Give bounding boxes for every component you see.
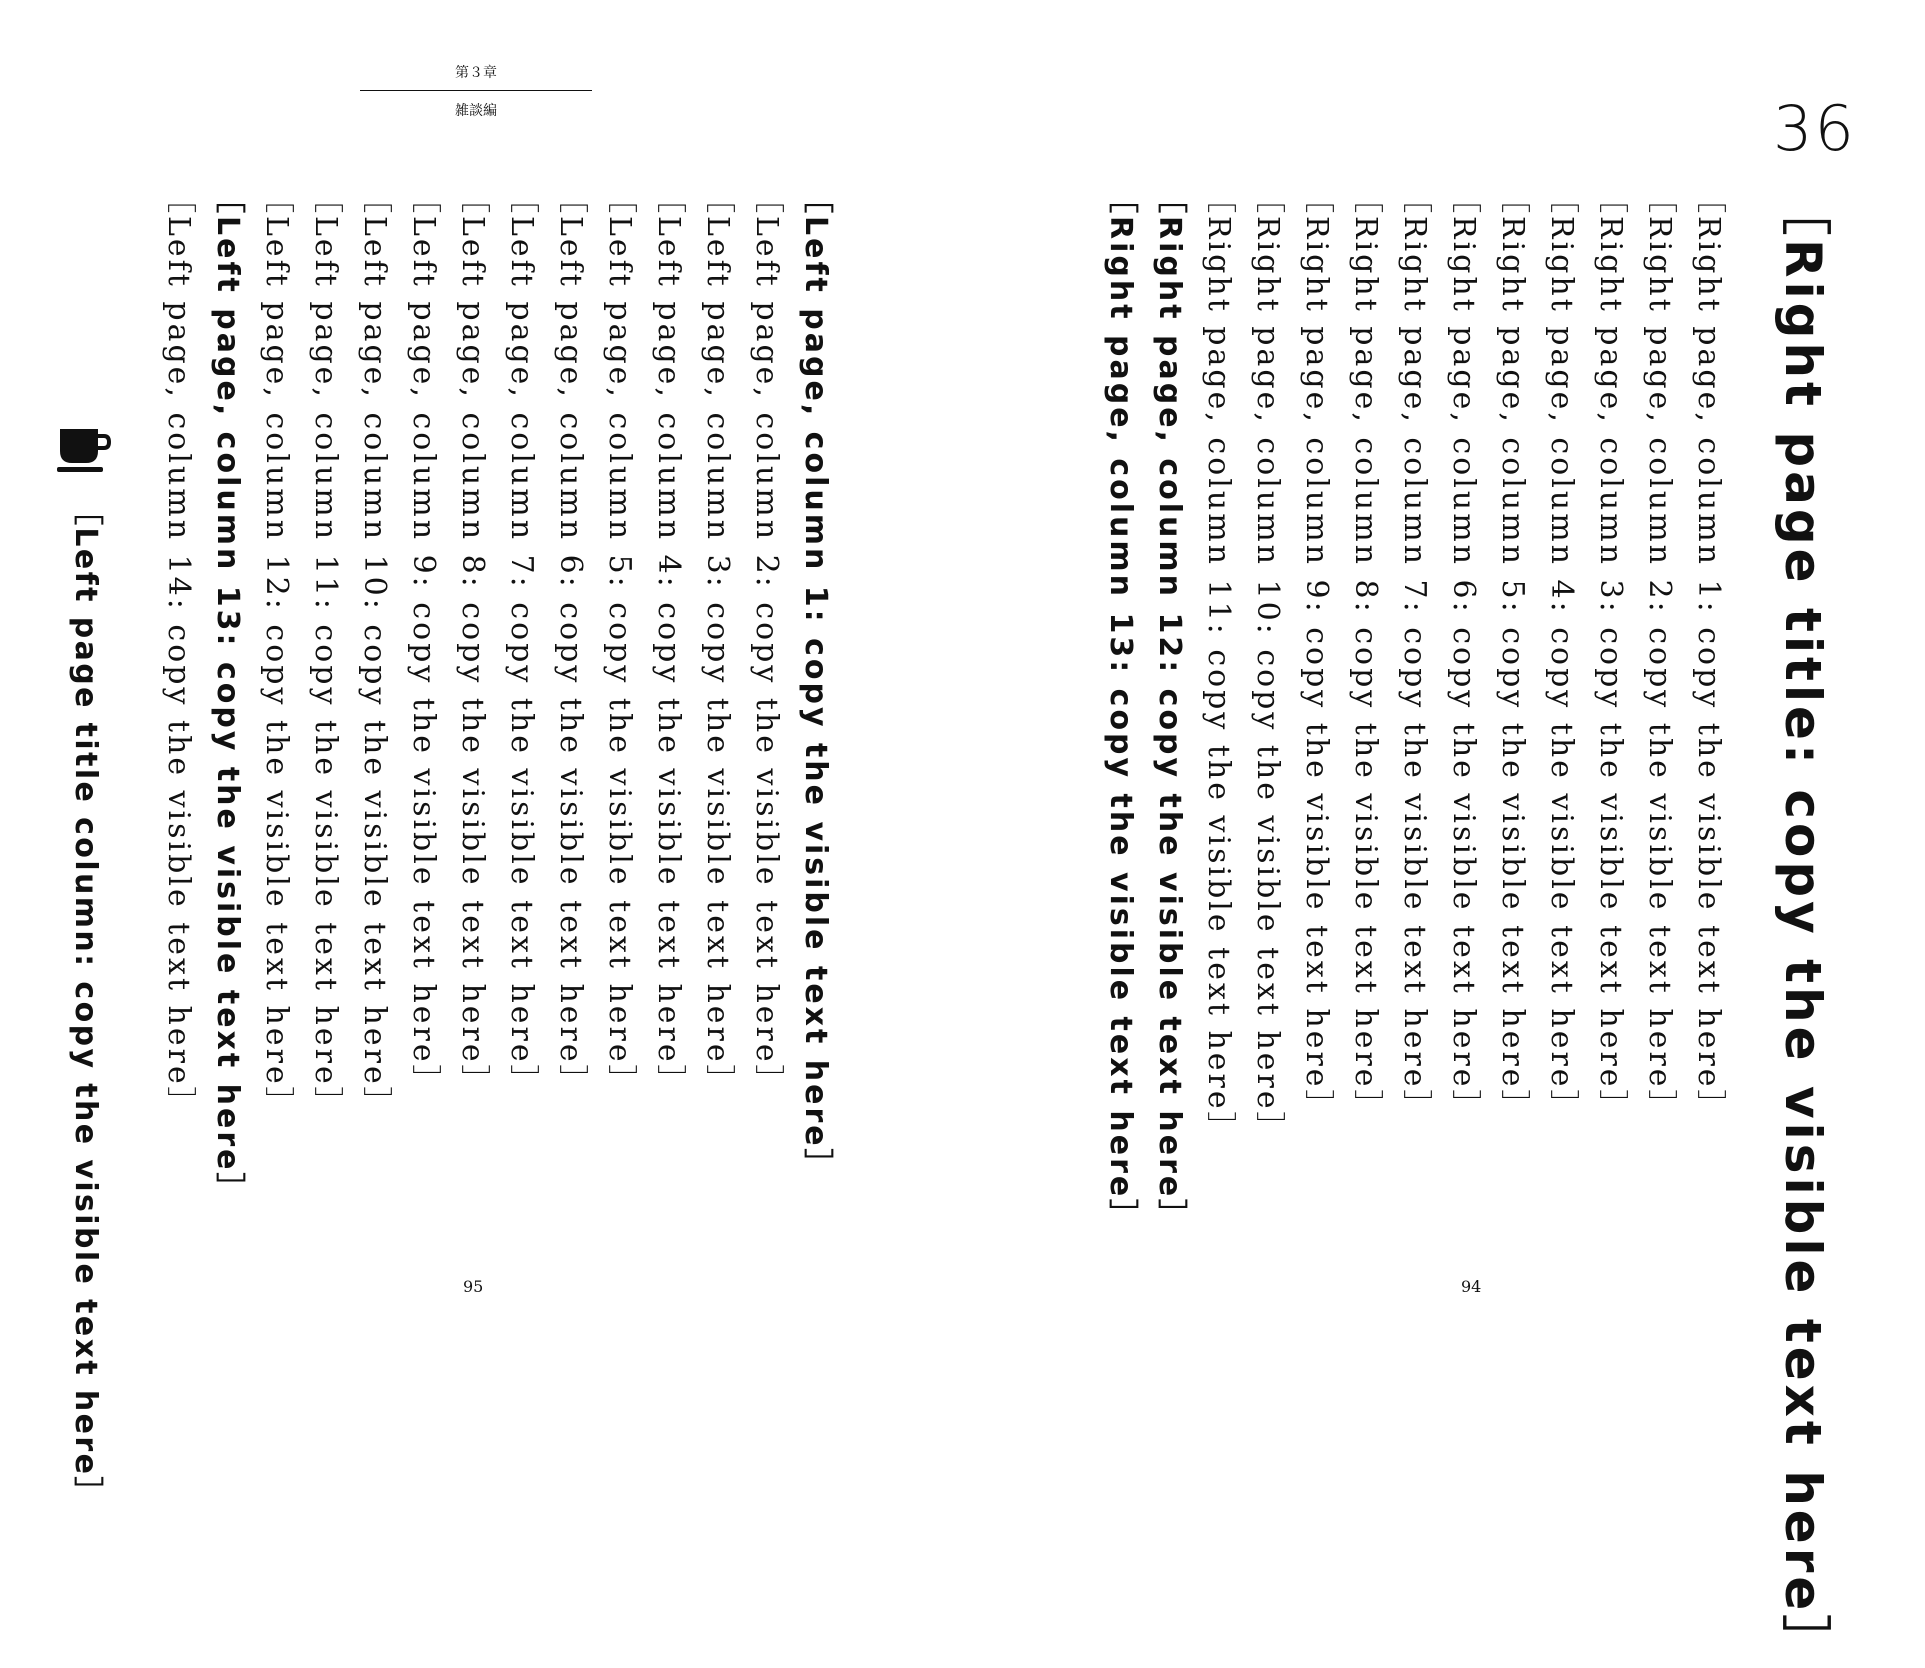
text-column: ［Right page, column 7: copy the visible text here］ xyxy=(1397,183,1432,1123)
text-column: ［Left page, column 4: copy the visible text here］ xyxy=(651,183,686,1098)
text-column: ［Left page, column 9: copy the visible text here］ xyxy=(406,183,441,1098)
header-rule xyxy=(360,90,592,91)
column-title: ［Left page title column: copy the visible text here］ xyxy=(68,495,103,1509)
page-number: 94 xyxy=(1461,1277,1482,1296)
text-column: ［Left page, column 11: copy the visible text here］ xyxy=(308,183,343,1120)
text-column: ［Left page, column 8: copy the visible text here］ xyxy=(455,183,490,1098)
text-column: ［Left page, column 6: copy the visible text here］ xyxy=(553,183,588,1098)
chapter-label: 第３章 xyxy=(455,65,497,81)
section-number: 36 xyxy=(1773,92,1856,165)
text-column: ［Right page, column 13: copy the visible text here］ xyxy=(1103,183,1138,1233)
page-number: 95 xyxy=(463,1277,484,1296)
text-column: ［Right page, column 3: copy the visible text here］ xyxy=(1593,183,1628,1123)
text-column: ［Left page, column 13: copy the visible text here］ xyxy=(210,183,245,1206)
text-column: ［Right page, column 5: copy the visible text here］ xyxy=(1495,183,1530,1123)
right-page xyxy=(963,0,1925,1668)
text-column: ［Right page, column 8: copy the visible text here］ xyxy=(1348,183,1383,1123)
text-column: ［Left page, column 3: copy the visible text here］ xyxy=(700,183,735,1098)
left-page xyxy=(0,0,962,1509)
text-column: ［Left page, column 12: copy the visible text here］ xyxy=(259,183,294,1120)
text-column: ［Left page, column 7: copy the visible text here］ xyxy=(504,183,539,1098)
text-column: ［Right page, column 2: copy the visible text here］ xyxy=(1642,183,1677,1123)
text-column: ［Left page, column 2: copy the visible text here］ xyxy=(749,183,784,1098)
text-column: ［Right page, column 6: copy the visible text here］ xyxy=(1446,183,1481,1123)
coffee-cup-icon xyxy=(57,425,113,475)
text-column: ［Right page, column 9: copy the visible text here］ xyxy=(1299,183,1334,1123)
section-label: 雑談編 xyxy=(455,103,497,119)
text-column: ［Left page, column 14: copy the visible text here］ xyxy=(161,183,196,1120)
text-column: ［Right page, column 12: copy the visible text here］ xyxy=(1152,183,1187,1233)
section-title: ［Right page title: copy the visible text here］ xyxy=(1774,185,1832,1668)
text-column: ［Right page, column 4: copy the visible text here］ xyxy=(1544,183,1579,1123)
text-column: ［Left page, column 10: copy the visible text here］ xyxy=(357,183,392,1120)
running-header xyxy=(360,62,592,120)
text-column: ［Left page, column 5: copy the visible text here］ xyxy=(602,183,637,1098)
text-column: ［Right page, column 10: copy the visible text here］ xyxy=(1250,183,1285,1145)
text-column: ［Left page, column 1: copy the visible text here］ xyxy=(798,183,833,1182)
text-column: ［Right page, column 11: copy the visible text here］ xyxy=(1201,183,1236,1145)
text-column: ［Right page, column 1: copy the visible text here］ xyxy=(1691,183,1726,1123)
